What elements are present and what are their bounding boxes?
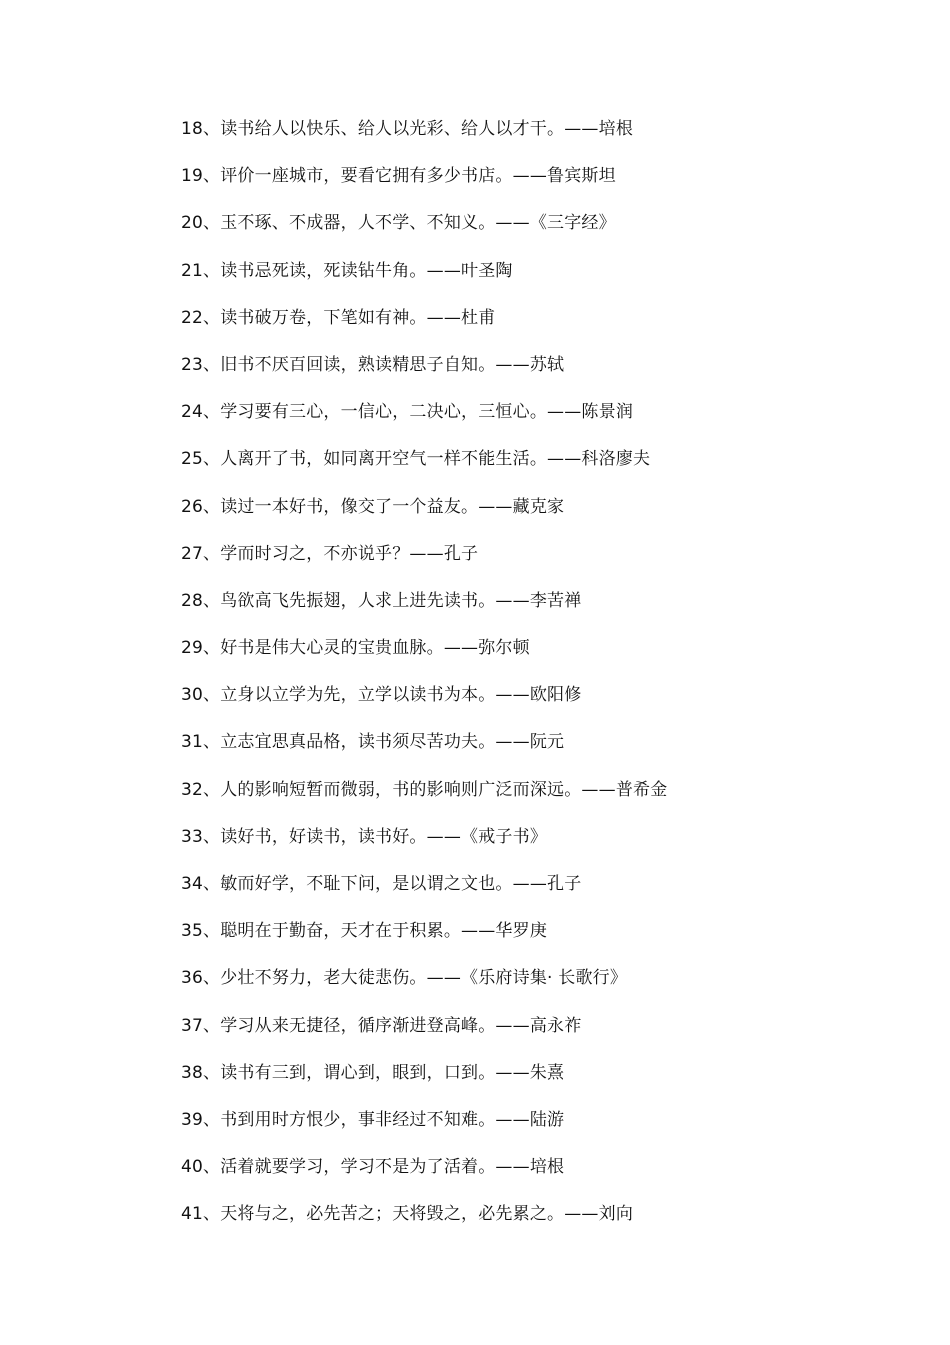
quote-line: 20、玉不琢、不成器，人不学、不知义。——《三字经》 — [181, 213, 616, 234]
quote-line: 21、读书忌死读，死读钻牛角。——叶圣陶 — [181, 260, 513, 281]
quote-line: 39、书到用时方恨少，事非经过不知难。——陆游 — [181, 1109, 565, 1130]
quote-line: 22、读书破万卷，下笔如有神。——杜甫 — [181, 307, 496, 328]
quote-line: 37、学习从来无捷径，循序渐进登高峰。——高永祚 — [181, 1015, 582, 1036]
quote-line: 35、聪明在于勤奋，天才在于积累。——华罗庚 — [181, 921, 548, 942]
quote-line: 34、敏而好学，不耻下问，是以谓之文也。——孔子 — [181, 874, 582, 894]
quote-line: 33、读好书，好读书，读书好。——《戒子书》 — [181, 826, 548, 847]
quote-line: 30、立身以立学为先，立学以读书为本。——欧阳修 — [181, 685, 582, 706]
quote-line: 36、少壮不努力，老大徒悲伤。——《乐府诗集· 长歌行》 — [181, 968, 628, 989]
quote-line: 32、人的影响短暂而微弱，书的影响则广泛而深远。——普希金 — [181, 779, 668, 800]
quote-list — [181, 116, 667, 1249]
quote-line: 41、天将与之，必先苦之；天将毁之，必先累之。——刘向 — [181, 1204, 634, 1225]
quote-line: 28、鸟欲高飞先振翅，人求上进先读书。——李苦禅 — [181, 590, 582, 611]
quote-line: 24、学习要有三心，一信心，二决心，三恒心。——陈景润 — [181, 402, 634, 423]
quote-line: 18、读书给人以快乐、给人以光彩、给人以才干。——培根 — [181, 119, 634, 139]
quote-line: 26、读过一本好书，像交了一个益友。——藏克家 — [181, 496, 565, 517]
quote-line: 29、好书是伟大心灵的宝贵血脉。——弥尔顿 — [181, 638, 530, 659]
quote-line: 25、人离开了书，如同离开空气一样不能生活。——科洛廖夫 — [181, 449, 651, 470]
quote-line: 19、评价一座城市，要看它拥有多少书店。——鲁宾斯坦 — [181, 166, 616, 187]
quote-line: 31、立志宜思真品格，读书须尽苦功夫。——阮元 — [181, 732, 565, 753]
quote-line: 23、旧书不厌百回读，熟读精思子自知。——苏轼 — [181, 354, 565, 375]
quote-line: 27、学而时习之，不亦说乎？——孔子 — [181, 543, 479, 564]
quote-line: 38、读书有三到，谓心到，眼到，口到。——朱熹 — [181, 1062, 565, 1083]
quote-line: 40、活着就要学习，学习不是为了活着。——培根 — [181, 1157, 565, 1178]
